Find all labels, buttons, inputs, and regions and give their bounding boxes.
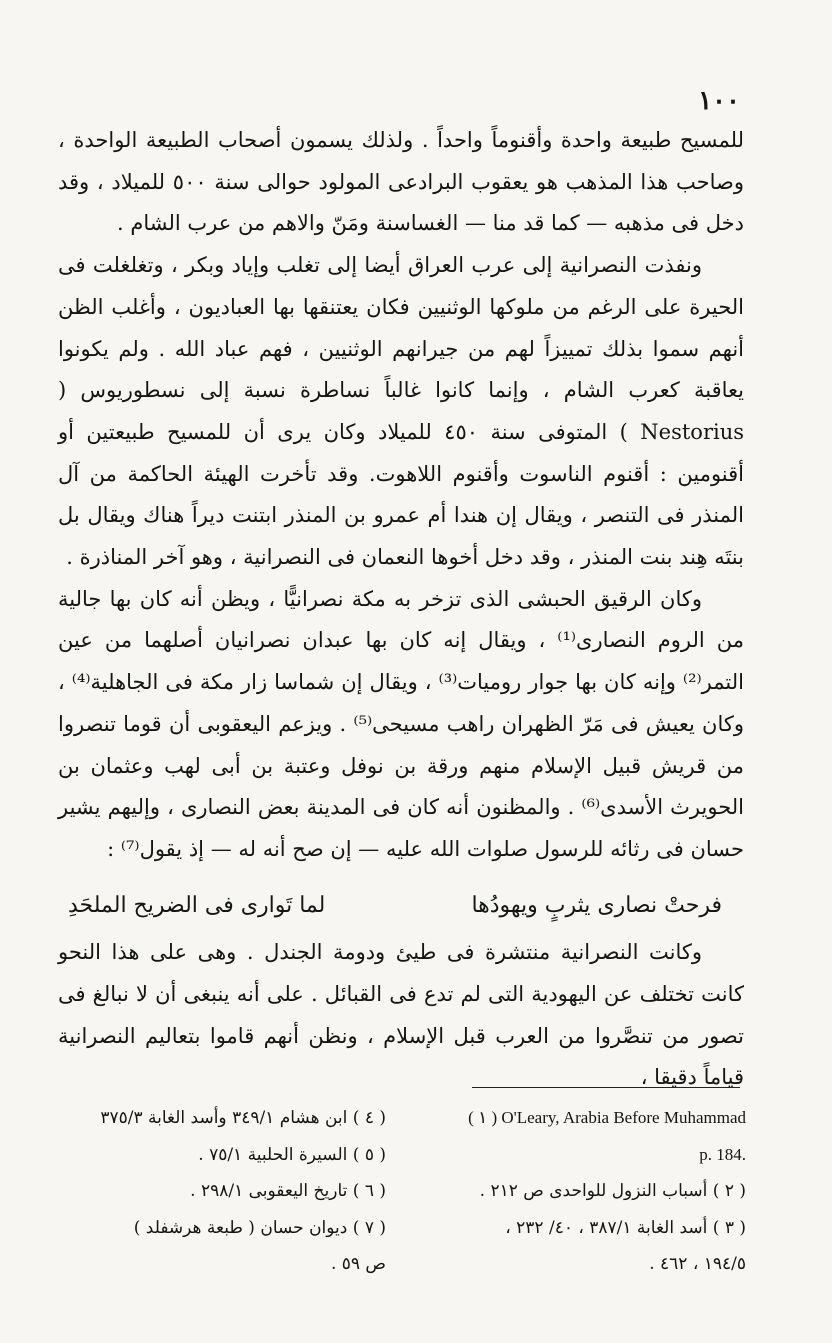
footnotes-right-column [416, 1100, 746, 1283]
paragraph-4: وكانت النصرانية منتشرة فى طيئ ودومة الجندل . وهى على هذا النحو كانت تختلف عن اليهودية التى لم تدع فى القبائل . على أنه ينبغى أن لا نبالغ فى تصور من تنصَّروا من العرب قبل الإسلام ، ونظن أنهم قاموا بتعاليم النصرانية قياماً دقيقا ، [58, 940, 744, 1090]
footnote-2: ( ٢ ) أسباب النزول للواحدى ص ٢١٢ . [479, 1181, 746, 1201]
paragraph-2: ونفذت النصرانية إلى عرب العراق أيضا إلى تغلب وإياد وبكر ، وتغلغلت فى الحيرة على الرغم من ملوكها الوثنيين فكان يعتنقها بها العباديون ، وأغلب الظن أنهم سموا بذلك تمييزاً لهم من جيرانهم الوثنيين ، فهم عباد الله . ولم يكونوا يعاقبة كعرب الشام ، وإنما كانوا غالباً نساطرة نسبة إلى نسطوريوس ( Nestorius ) المتوفى سنة ٤٥٠ للميلاد وكان يرى أن للمسيح طبيعتين أو أقنومين : أقنوم الناسوت وأقنوم اللاهوت. وقد تأخرت الهيئة الحاكمة من آل المنذر فى التنصر ، ويقال إن هندا أم عمرو بن المنذر ابتنت ديراً هناك ويقال بل بنتَه هِند بنت المنذر ، وقد دخل أخوها النعمان فى النصرانية ، وهو آخر المناذرة . [58, 253, 744, 570]
footnote-1: ( ١ ) O'Leary, Arabia Before Muhammad [468, 1108, 746, 1127]
footnote-3: ( ٣ ) أسد الغابة ٣٨٧/١ ، ٤٠/ ٢٣٢ ، [505, 1217, 746, 1238]
footnote-7: ( ٧ ) ديوان حسان ( طبعة هرشفلد ) [133, 1217, 386, 1238]
footnote-7-continued: ص ٥٩ . [330, 1254, 386, 1274]
footnote-6: ( ٦ ) تاريخ اليعقوبى ٢٩٨/١ . [190, 1181, 386, 1201]
footnote-3-continued: ١٩٤/٥ ، ٤٦٢ . [649, 1254, 746, 1274]
page-number: ١٠٠ [698, 86, 740, 116]
body-text [58, 120, 744, 1099]
verse-second-hemistich: لما تَوارى فى الضريح الملحَدِ [68, 892, 326, 918]
footnotes-left-column [56, 1100, 386, 1283]
footnote-divider [472, 1087, 740, 1088]
verse-first-hemistich: فرحتْ نصارى يثربٍ ويهودُها [471, 892, 722, 918]
paragraph-3: وكان الرقيق الحبشى الذى تزخر به مكة نصرانيًّا ، ويظن أنه كان بها جالية من الروم النصارى⁽¹⁾ ، ويقال إنه كان بها عبدان نصرانيان أصلهما من عين التمر⁽²⁾ وإنه كان بها جوار روميات⁽³⁾ ، ويقال إن شماسا زار مكة فى الجاهلية⁽⁴⁾ ، وكان يعيش فى مَرّ الظهران راهب مسيحى⁽⁵⁾ . ويزعم اليعقوبى أن قوما تنصروا من قريش قبيل الإسلام منهم ورقة بن نوفل وعتبة بن أبى لهب وعثمان بن الحويرث الأسدى⁽⁶⁾ . والمظنون أنه كان فى المدينة بعض النصارى ، وإليهم يشير حسان فى رثائه للرسول صلوات الله عليه — إن صح أنه له — إذ يقول⁽⁷⁾ : [58, 586, 744, 861]
paragraph-1: للمسيح طبيعة واحدة وأقنوماً واحداً . ولذلك يسمون أصحاب الطبيعة الواحدة ، وصاحب هذا المذهب هو يعقوب البرادعى المولود حوالى سنة ٥٠٠ للميلاد ، وقد دخل فى مذهبه — كما قد منا — الغساسنة ومَنّ والاهم من عرب الشام . [58, 128, 745, 236]
footnote-1-continued: p. 184. [699, 1144, 746, 1164]
poetry-verse [58, 885, 744, 927]
footnote-4: ( ٤ ) ابن هشام ٣٤٩/١ وأسد الغابة ٣٧٥/٣ [100, 1108, 386, 1128]
footnote-5: ( ٥ ) السيرة الحلبية ٧٥/١ . [198, 1144, 386, 1165]
